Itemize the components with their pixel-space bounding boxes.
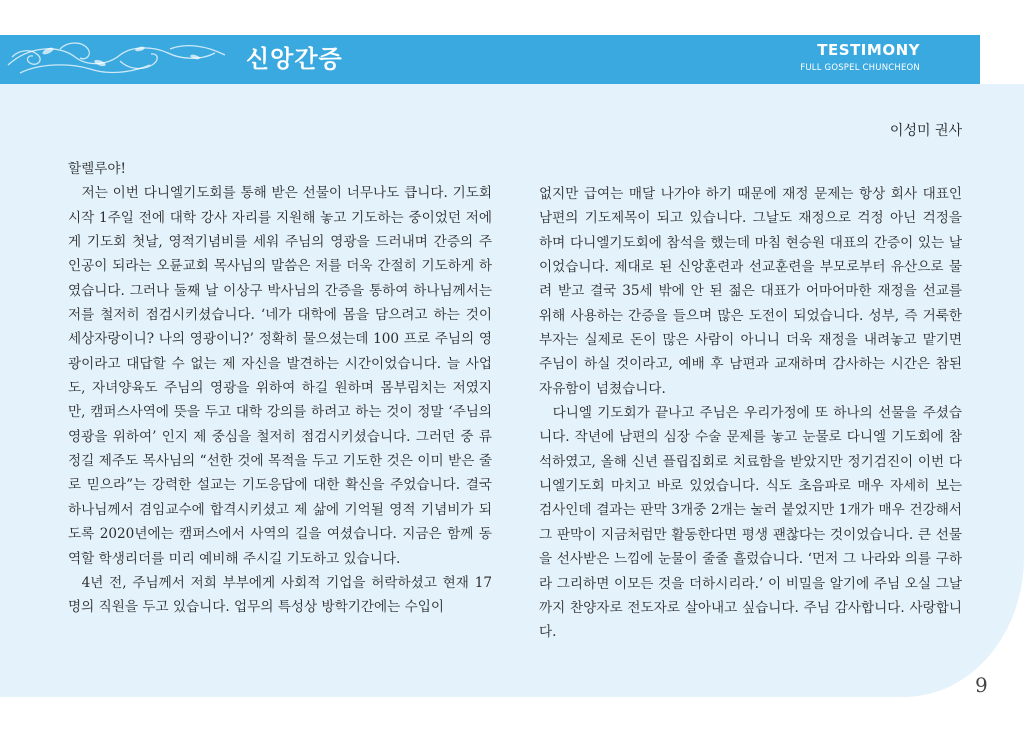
brand-title: TESTIMONY [817, 41, 920, 59]
left-column [68, 157, 492, 620]
header-band [0, 35, 1024, 84]
paragraph: 4년 전, 주님께서 저희 부부에게 사회적 기업을 허락하셨고 현재 17명의 직원을 두고 있습니다. 업무의 특성상 방학기간에는 수입이 [68, 574, 492, 616]
header-corner [980, 35, 1024, 84]
header-title-panel [0, 35, 358, 84]
paragraph: 없지만 급여는 매달 나가야 하기 때문에 재정 문제는 항상 회사 대표인 남편의 기도제목이 되고 있습니다. 그날도 재정으로 걱정 아닌 걱정을 하며 다니엘기도회에 참석을 했는데 마침 현승원 대표의 간증이 있는 날이었습니다. 제대로 된 신앙훈련과 선교훈련을 부모로부터 유산으로 물려 받고 결국 35세 밖에 안 된 젊은 대표가 어마어마한 재정을 선교를 위해 사용하는 간증을 들으며 많은 도전이 되었습니다. 성부, 즉 거룩한 부자는 실제로 돈이 많은 사람이 아니니 더욱 재정을 내려놓고 맡기면 주님이 하실 것이라고, 예배 후 남편과 교재하며 감사하는 시간은 참된 자유함이 넘쳤습니다. [539, 186, 962, 397]
paragraph: 할렐루야! [68, 161, 126, 177]
page-number: 9 [975, 673, 988, 697]
header-brand-panel [358, 35, 980, 84]
paragraph: 다니엘 기도회가 끝나고 주님은 우리가정에 또 하나의 선물을 주셨습니다. 작년에 남편의 심장 수술 문제를 놓고 눈물로 다니엘 기도회에 참석하였고, 올해 신년 플립집회로 치료함을 받았지만 정기검진이 이번 다니엘기도회 마치고 바로 있었습니다. 식도 초음파로 매우 자세히 보는 검사인데 결과는 판막 3개중 2개는 눌러 붙었지만 1개가 매우 건강해서 그 판막이 지금처럼만 활동한다면 평생 괜찮다는 것이었습니다. 큰 선물을 선사받은 느낌에 눈물이 줄줄 흘렀습니다. ‘먼저 그 나라와 의를 구하라 그리하면 이모든 것을 더하시리라.’ 이 비밀을 알기에 주님 오실 그날 까지 찬양자로 전도자로 살아내고 싶습니다. 주님 감사합니다. 사랑합니다. [539, 405, 962, 641]
right-column [539, 182, 962, 645]
paragraph: 저는 이번 다니엘기도회를 통해 받은 선물이 너무나도 큽니다. 기도회 시작 1주일 전에 대학 강사 자리를 지원해 놓고 기도하는 중이었던 저에게 기도회 첫날, 영적기념비를 세워 주님의 영광을 드러내며 간증의 주인공이 되라는 오륜교회 목사님의 말씀은 저를 더욱 간절히 기도하게 하였습니다. 그러나 둘째 날 이상구 박사님의 간증을 통하여 하나님께서는 저를 철저히 점검시키셨습니다. ‘네가 대학에 몸을 담으려고 하는 것이 세상자랑이니? 나의 영광이니?’ 정확히 물으셨는데 100 프로 주님의 영광이라고 대답할 수 없는 제 자신을 발견하는 시간이었습니다. 늘 사업도, 자녀양육도 주님의 영광을 위하여 하길 원하며 몸부림치는 저였지만, 캠퍼스사역에 뜻을 두고 대학 강의를 하려고 하는 것이 정말 ‘주님의 영광을 위하여’ 인지 제 중심을 철저히 점검시키셨습니다. 그러던 중 류정길 제주도 목사님의 “선한 것에 목적을 두고 기도한 것은 이미 받은 줄로 믿으라”는 강력한 설교는 기도응답에 대한 확신을 주었습니다. 결국 하나님께서 겸임교수에 합격시키셨고 제 삶에 기억될 영적 기념비가 되도록 2020년에는 캠퍼스에서 사역의 길을 여셨습니다. 지금은 함께 동역할 학생리더를 미리 예비해 주시길 기도하고 있습니다. [68, 185, 492, 567]
brand-subtitle: FULL GOSPEL CHUNCHEON [800, 63, 920, 73]
author-name: 이성미 권사 [889, 123, 962, 139]
page-section-title: 신앙간증 [246, 45, 343, 73]
